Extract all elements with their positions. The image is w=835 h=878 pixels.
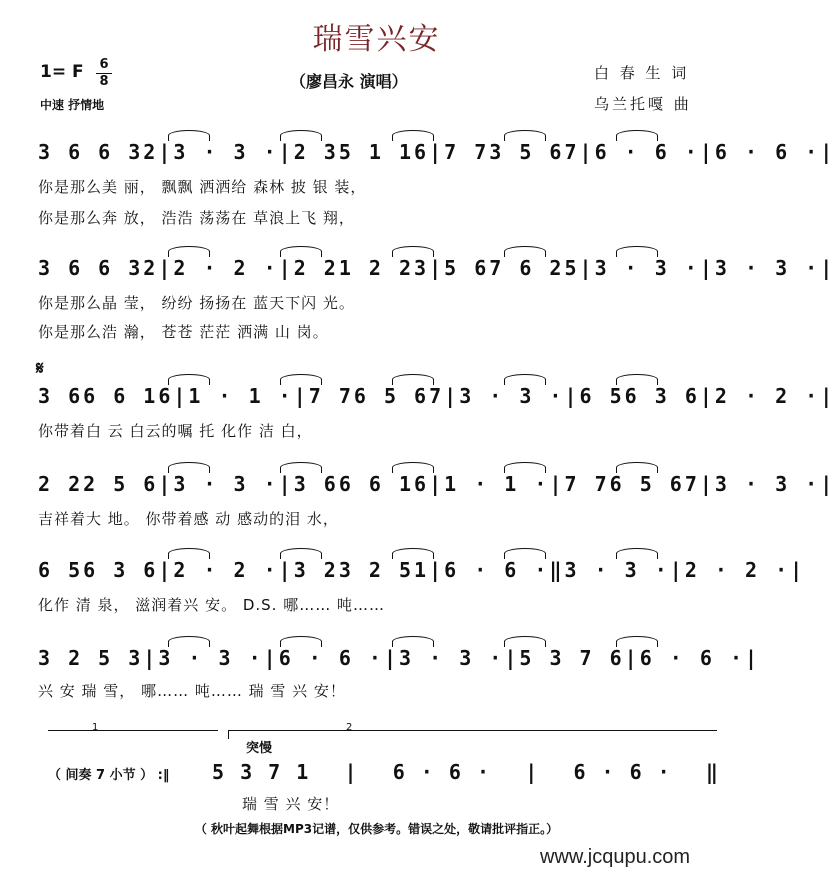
note-group: 3 · 3 · [459, 384, 565, 408]
bar-line: | [383, 646, 400, 670]
note-group: 3 2 5 3 [38, 646, 144, 670]
note-group: 3 23 2 51 [293, 558, 430, 582]
bar-line: | [699, 384, 715, 408]
note-group: 3 66 6 16 [293, 472, 430, 496]
slur [616, 462, 658, 473]
lyric-line: 你是那么美 丽， 飘飘 洒洒给 森林 披 银 装， [38, 178, 367, 196]
note-group: 6 · 6 · [444, 558, 550, 582]
lyric-line: 你是那么晶 莹， 纷纷 扬扬在 蓝天下闪 光。 [38, 294, 355, 312]
note-group: 2 · 2 · [714, 384, 821, 408]
bar-line: | [429, 140, 445, 164]
bar-line: | [820, 472, 835, 496]
bar-line: | [429, 256, 445, 280]
slur [168, 374, 210, 385]
bar-line: | [429, 472, 445, 496]
tempo-marking: 中速 抒情地 [40, 98, 105, 112]
slur [616, 636, 658, 647]
lyric-line: 你是那么奔 放， 浩浩 荡荡在 草浪上飞 翔， [38, 209, 355, 227]
slur [504, 636, 546, 647]
slur [280, 462, 322, 473]
slur [504, 374, 546, 385]
slur [168, 462, 210, 473]
meter-top: 6 [99, 57, 109, 72]
interlude-note: （ 间奏 7 小节 ） :‖ [48, 768, 170, 783]
note-group: 2 · 2 · [173, 256, 279, 280]
bar-line: | [525, 760, 540, 784]
bar-line: ‖ [549, 558, 565, 582]
slur [280, 548, 322, 559]
note-group: 1 · 1 · [188, 384, 294, 408]
slur [168, 246, 210, 257]
composer-credit: 乌兰托嘎 曲 [594, 95, 692, 113]
slur [168, 636, 210, 647]
note-group: 6 · 6 · [278, 646, 384, 670]
slur [168, 548, 210, 559]
ending-lyric: 瑞 雪 兴 安！ [242, 795, 340, 813]
bar-line: | [790, 558, 806, 582]
bar-line: | [278, 472, 294, 496]
bar-line: | [745, 646, 761, 670]
note-group: 3 · 3 · [564, 558, 670, 582]
bar-line: | [173, 384, 189, 408]
bar-line: | [699, 472, 715, 496]
volta-2-number: 2 [346, 722, 353, 733]
bar-line: | [820, 256, 835, 280]
note-group: 6 56 3 6 [579, 384, 700, 408]
slur [504, 246, 546, 257]
slur [616, 130, 658, 141]
site-watermark: www.jcqupu.com [540, 846, 691, 868]
bar-line: | [278, 558, 294, 582]
time-signature [96, 58, 112, 89]
volta-1-bracket [48, 730, 218, 739]
bar-line: | [293, 384, 309, 408]
bar-line: | [278, 256, 294, 280]
bar-line: | [624, 646, 640, 670]
note-group: 3 6 6 32 [38, 140, 159, 164]
bar-line: | [699, 256, 715, 280]
lyric-line: 你带着白 云 白云的嘱 托 化作 洁 白， [38, 422, 313, 440]
note-group: 7 76 5 67 [308, 384, 445, 408]
song-title: 瑞雪兴安 [312, 22, 441, 57]
slur [392, 636, 434, 647]
bar-line: | [699, 140, 715, 164]
note-group: 5 3 7 1 [212, 760, 311, 784]
bar-line: | [820, 384, 835, 408]
bar-line: ‖ [705, 760, 720, 784]
bar-line: | [158, 140, 174, 164]
slur [504, 462, 546, 473]
bar-line: | [158, 256, 174, 280]
score-line [38, 548, 806, 600]
note-group: 3 · 3 · [594, 256, 700, 280]
slur [616, 374, 658, 385]
note-group: 5 3 7 6 [519, 646, 625, 670]
note-group: 2 22 5 6 [38, 472, 159, 496]
note-group: 3 · 3 · [173, 472, 279, 496]
bar-line: | [263, 646, 279, 670]
note-group: 2 35 1 16 [293, 140, 430, 164]
ending-notes [212, 754, 720, 790]
slur [616, 246, 658, 257]
slur [392, 246, 434, 257]
bar-line: | [278, 140, 294, 164]
meter-bottom: 8 [99, 74, 109, 89]
segno-sign: 𝄋 [36, 358, 44, 379]
note-group: 6 · 6 · [573, 760, 672, 784]
bar-line: | [158, 472, 174, 496]
slur [392, 462, 434, 473]
slur [392, 374, 434, 385]
bar-line: | [669, 558, 685, 582]
note-group: 6 · 6 · [392, 760, 492, 784]
note-group: 3 · 3 · [714, 256, 821, 280]
bar-line: | [429, 558, 445, 582]
lyric-line: 兴 安 瑞 雪， 哪…… 吨…… 瑞 雪 兴 安！ [38, 682, 346, 700]
slur [280, 246, 322, 257]
note-group: 2 · 2 · [684, 558, 791, 582]
note-group: 3 · 3 · [714, 472, 821, 496]
note-group: 6 · 6 · [594, 140, 700, 164]
bar-line: | [549, 472, 565, 496]
bar-line: | [579, 140, 595, 164]
slur [280, 374, 322, 385]
slur [168, 130, 210, 141]
note-group: 5 67 6 25 [444, 256, 580, 280]
singer-credit: （廖昌永 演唱） [290, 72, 408, 91]
lyric-line: 吉祥着大 地。 你带着感 动 感动的泪 水， [38, 510, 339, 528]
score-line [38, 130, 835, 182]
note-group: 7 73 5 67 [444, 140, 580, 164]
note-group: 3 · 3 · [399, 646, 505, 670]
slur [280, 130, 322, 141]
note-group: 2 21 2 23 [293, 256, 430, 280]
slur [280, 636, 322, 647]
lyric-line: 你是那么浩 瀚， 苍苍 茫茫 洒满 山 岗。 [38, 323, 329, 341]
note-group: 1 · 1 · [444, 472, 550, 496]
slur [504, 130, 546, 141]
lyric-line: 化作 清 泉， 滋润着兴 安。 D.S. 哪…… 吨…… [38, 596, 385, 614]
bar-line: | [344, 760, 359, 784]
volta-1-number: 1 [92, 722, 99, 733]
score-line [38, 246, 835, 298]
sudden-slow-marking: 突慢 [246, 741, 273, 756]
bar-line: | [444, 384, 460, 408]
slur [504, 548, 546, 559]
bar-line: | [158, 558, 174, 582]
transcription-note: （ 秋叶起舞根据MP3记谱，仅供参考。错误之处，敬请批评指正。） [194, 822, 559, 836]
bar-line: | [143, 646, 159, 670]
slur [616, 548, 658, 559]
bar-line: | [564, 384, 580, 408]
slur [392, 548, 434, 559]
key-signature: 1= F [40, 62, 84, 82]
slur [392, 130, 434, 141]
note-group: 6 · 6 · [639, 646, 746, 670]
score-line [38, 374, 835, 426]
note-group: 6 56 3 6 [38, 558, 159, 582]
note-group: 3 · 3 · [158, 646, 264, 670]
note-group: 7 76 5 67 [564, 472, 700, 496]
note-group: 3 66 6 16 [38, 384, 174, 408]
note-group: 3 6 6 32 [38, 256, 159, 280]
score-line [38, 462, 835, 514]
bar-line: | [579, 256, 595, 280]
note-group: 2 · 2 · [173, 558, 279, 582]
note-group: 3 · 3 · [173, 140, 279, 164]
lyricist-credit: 白 春 生 词 [594, 64, 690, 82]
note-group: 6 · 6 · [714, 140, 821, 164]
bar-line: | [504, 646, 520, 670]
volta-2-bracket [228, 730, 717, 739]
bar-line: | [820, 140, 835, 164]
